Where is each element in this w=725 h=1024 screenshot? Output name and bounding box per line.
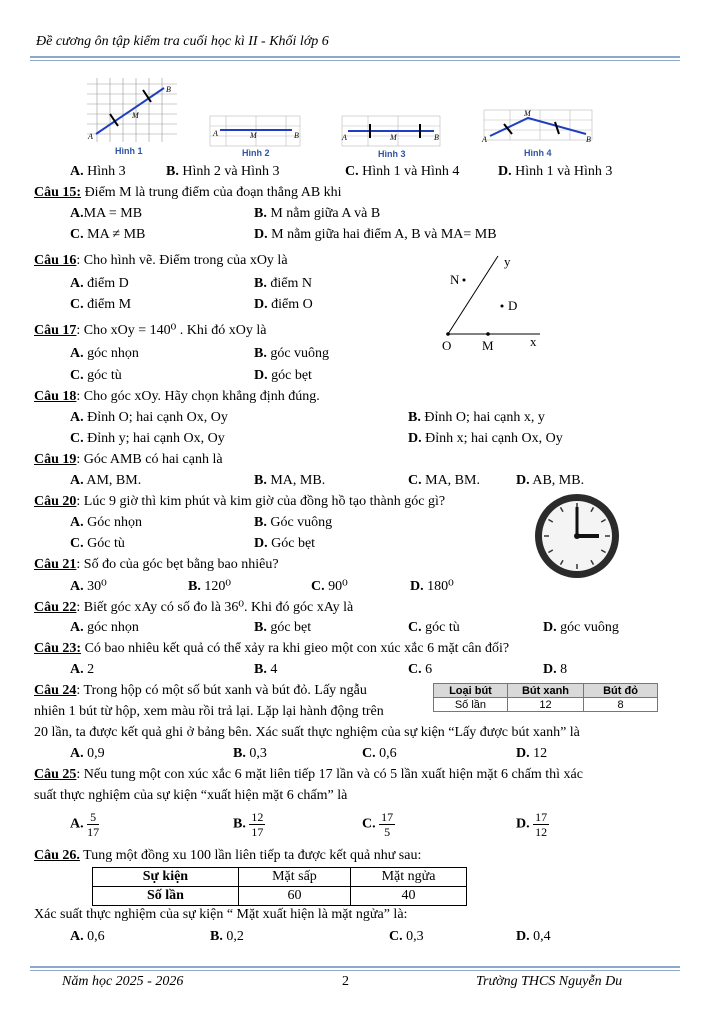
q20-option-c[interactable]: C. Góc tù — [70, 536, 125, 551]
figure-caption: Hình 1 — [115, 146, 143, 156]
q15-option-b[interactable]: B. M nằm giữa A và B — [254, 206, 381, 221]
q26-option-a[interactable]: A. 0,6 — [70, 929, 105, 944]
q26-prompt: Xác suất thực nghiệm của sự kiện “ Mặt xuất hiện là mặt ngửa” là: — [34, 907, 408, 922]
q17-question: Câu 17: Cho xOy = 140⁰ . Khi đó xOy là — [34, 323, 267, 338]
q26-question: Câu 26. Tung một đồng xu 100 lần liên tiếp ta được kết quả như sau: — [34, 848, 422, 863]
q18-option-d[interactable]: D. Đỉnh x; hai cạnh Ox, Oy — [408, 431, 563, 446]
pen-results-table — [433, 683, 658, 712]
q15-option-d[interactable]: D. M nằm giữa hai điểm A, B và MA= MB — [254, 227, 497, 242]
figure-hinh-4 — [480, 104, 598, 160]
q16-option-b[interactable]: B. điểm N — [254, 276, 312, 291]
q23-option-b[interactable]: B. 4 — [254, 662, 278, 677]
q22-option-d[interactable]: D. góc vuông — [543, 620, 619, 635]
q25-option-c[interactable]: C. $\frac{17}{5}$ — [362, 810, 394, 839]
q23-option-d[interactable]: D. 8 — [543, 662, 568, 677]
q25-option-a[interactable]: A. $\frac{5}{17}$ — [70, 810, 100, 839]
q21-question: Câu 21: Số đo của góc bẹt bằng bao nhiêu? — [34, 557, 279, 572]
figure-hinh-2 — [206, 110, 306, 160]
table-cell: Số lần — [434, 698, 508, 712]
q19-option-a[interactable]: A. AM, BM. — [70, 473, 142, 488]
point-b-label: B — [166, 85, 171, 94]
table-header: Bút đỏ — [584, 684, 658, 698]
figure-hinh-1 — [82, 76, 182, 158]
q25-option-d[interactable]: D. $\frac{17}{12}$ — [516, 810, 548, 839]
q21-option-d[interactable]: D. 180⁰ — [410, 579, 454, 594]
q15-option-c[interactable]: C. MA ≠ MB — [70, 227, 146, 242]
q15-option-a[interactable]: A.MA = MB — [70, 206, 143, 221]
q23-option-a[interactable]: A. 2 — [70, 662, 95, 677]
q21-option-c[interactable]: C. 90⁰ — [311, 579, 348, 594]
figure-caption: Hình 4 — [524, 148, 552, 158]
point-m-label: M — [524, 109, 531, 118]
point-a-label: A — [482, 135, 487, 144]
point-m-label: M — [132, 111, 139, 120]
q19-option-d[interactable]: D. AB, MB. — [516, 473, 585, 488]
point-a-label: A — [213, 129, 218, 138]
point-b-label: B — [294, 131, 299, 140]
page-number: 2 — [342, 974, 349, 989]
table-cell: 60 — [238, 887, 350, 906]
ray-y-label: y — [504, 254, 511, 269]
q26-option-c[interactable]: C. 0,3 — [389, 929, 424, 944]
q24-question-line1: Câu 24: Trong hộp có một số bút xanh và bút đỏ. Lấy ngẫu — [34, 683, 367, 698]
q24-option-b[interactable]: B. 0,3 — [233, 746, 267, 761]
ray-x-label: x — [530, 334, 537, 349]
q16-option-a[interactable]: A. điểm D — [70, 276, 129, 291]
q24-question-line2: nhiên 1 bút từ hộp, xem màu rồi trả lại. Lặp lại hành động trên — [34, 704, 384, 719]
page-header: Đề cương ôn tập kiểm tra cuối học kì II - Khối lớp 6 — [36, 34, 329, 49]
q15-question: Câu 15: Điểm M là trung điểm của đoạn thẳng AB khi — [34, 185, 342, 200]
q21-option-a[interactable]: A. 30⁰ — [70, 579, 107, 594]
q20-option-d[interactable]: D. Góc bẹt — [254, 536, 316, 551]
q17-option-b[interactable]: B. góc vuông — [254, 346, 330, 361]
q14-option-c[interactable]: C. Hình 1 và Hình 4 — [345, 164, 460, 179]
q14-option-d[interactable]: D. Hình 1 và Hình 3 — [498, 164, 613, 179]
q22-option-c[interactable]: C. góc tù — [408, 620, 460, 635]
q18-question: Câu 18: Cho góc xOy. Hãy chọn khẳng định đúng. — [34, 389, 320, 404]
angle-xoy-figure — [436, 250, 546, 350]
q19-question: Câu 19: Góc AMB có hai cạnh là — [34, 452, 223, 467]
q17-option-c[interactable]: C. góc tù — [70, 368, 122, 383]
table-header: Bút xanh — [507, 684, 583, 698]
table-cell: 8 — [584, 698, 658, 712]
q14-option-a[interactable]: A. Hình 3 — [70, 164, 126, 179]
q24-option-c[interactable]: C. 0,6 — [362, 746, 397, 761]
point-a-label: A — [88, 132, 93, 141]
point-m-label: M — [390, 133, 397, 142]
q19-option-b[interactable]: B. MA, MB. — [254, 473, 326, 488]
footer-rule — [30, 966, 680, 971]
figure-hinh-3 — [338, 112, 444, 160]
q26-option-b[interactable]: B. 0,2 — [210, 929, 244, 944]
q18-option-a[interactable]: A. Đỉnh O; hai cạnh Ox, Oy — [70, 410, 228, 425]
q18-option-b[interactable]: B. Đỉnh O; hai cạnh x, y — [408, 410, 545, 425]
table-header: Sự kiện — [93, 868, 239, 887]
q20-question: Câu 20: Lúc 9 giờ thì kim phút và kim giờ của đồng hồ tạo thành góc gì? — [34, 494, 446, 509]
q16-option-c[interactable]: C. điểm M — [70, 297, 132, 312]
q26-option-d[interactable]: D. 0,4 — [516, 929, 551, 944]
point-m-label: M — [482, 338, 494, 350]
q20-option-b[interactable]: B. Góc vuông — [254, 515, 333, 530]
q25-question-line1: Câu 25: Nếu tung một con xúc xắc 6 mặt liên tiếp 17 lần và có 5 lần xuất hiện mặt 6 chấm thì xác — [34, 767, 583, 782]
table-cell: Số lần — [93, 887, 239, 906]
q22-option-b[interactable]: B. góc bẹt — [254, 620, 312, 635]
point-n-label: N — [450, 272, 460, 287]
point-b-label: B — [586, 135, 591, 144]
table-cell: 12 — [507, 698, 583, 712]
q21-option-b[interactable]: B. 120⁰ — [188, 579, 231, 594]
point-a-label: A — [342, 133, 347, 142]
q24-option-d[interactable]: D. 12 — [516, 746, 548, 761]
q22-option-a[interactable]: A. góc nhọn — [70, 620, 139, 635]
table-cell: 40 — [351, 887, 467, 906]
footer-school: Trường THCS Nguyễn Du — [476, 974, 623, 989]
q20-option-a[interactable]: A. Góc nhọn — [70, 515, 142, 530]
figure-caption: Hình 2 — [242, 148, 270, 158]
q17-option-d[interactable]: D. góc bẹt — [254, 368, 312, 383]
point-b-label: B — [434, 133, 439, 142]
q24-option-a[interactable]: A. 0,9 — [70, 746, 105, 761]
q14-option-b[interactable]: B. Hình 2 và Hình 3 — [166, 164, 280, 179]
q25-question-line2: suất thực nghiệm của sự kiện “xuất hiện mặt 6 chấm” là — [34, 788, 348, 803]
point-o-label: O — [442, 338, 452, 350]
q19-option-c[interactable]: C. MA, BM. — [408, 473, 480, 488]
q23-option-c[interactable]: C. 6 — [408, 662, 433, 677]
q17-option-a[interactable]: A. góc nhọn — [70, 346, 139, 361]
footer-year: Năm học 2025 - 2026 — [62, 974, 184, 989]
table-header: Mặt sấp — [238, 868, 350, 887]
q18-option-c[interactable]: C. Đỉnh y; hai cạnh Ox, Oy — [70, 431, 225, 446]
table-header: Mặt ngửa — [351, 868, 467, 887]
q22-question: Câu 22: Biết góc xAy có số đo là 36⁰. Khi đó góc xAy là — [34, 600, 354, 615]
header-rule — [30, 56, 680, 61]
coin-results-table — [92, 867, 467, 906]
q25-option-b[interactable]: B. $\frac{12}{17}$ — [233, 810, 264, 839]
table-header: Loại bút — [434, 684, 508, 698]
clock-icon — [533, 492, 621, 580]
point-m-label: M — [250, 131, 257, 140]
q16-option-d[interactable]: D. điểm O — [254, 297, 313, 312]
point-d-label: D — [508, 298, 518, 313]
q23-question: Câu 23: Có bao nhiêu kết quả có thể xảy ra khi gieo một con xúc xắc 6 mặt cân đối? — [34, 641, 510, 656]
q24-question-line3: 20 lần, ta được kết quả ghi ở bảng bên. Xác suất thực nghiệm của sự kiện “Lấy được bút xanh” là — [34, 725, 580, 740]
q16-question: Câu 16: Cho hình vẽ. Điểm trong của xOy là — [34, 253, 288, 268]
figure-caption: Hình 3 — [378, 149, 406, 159]
